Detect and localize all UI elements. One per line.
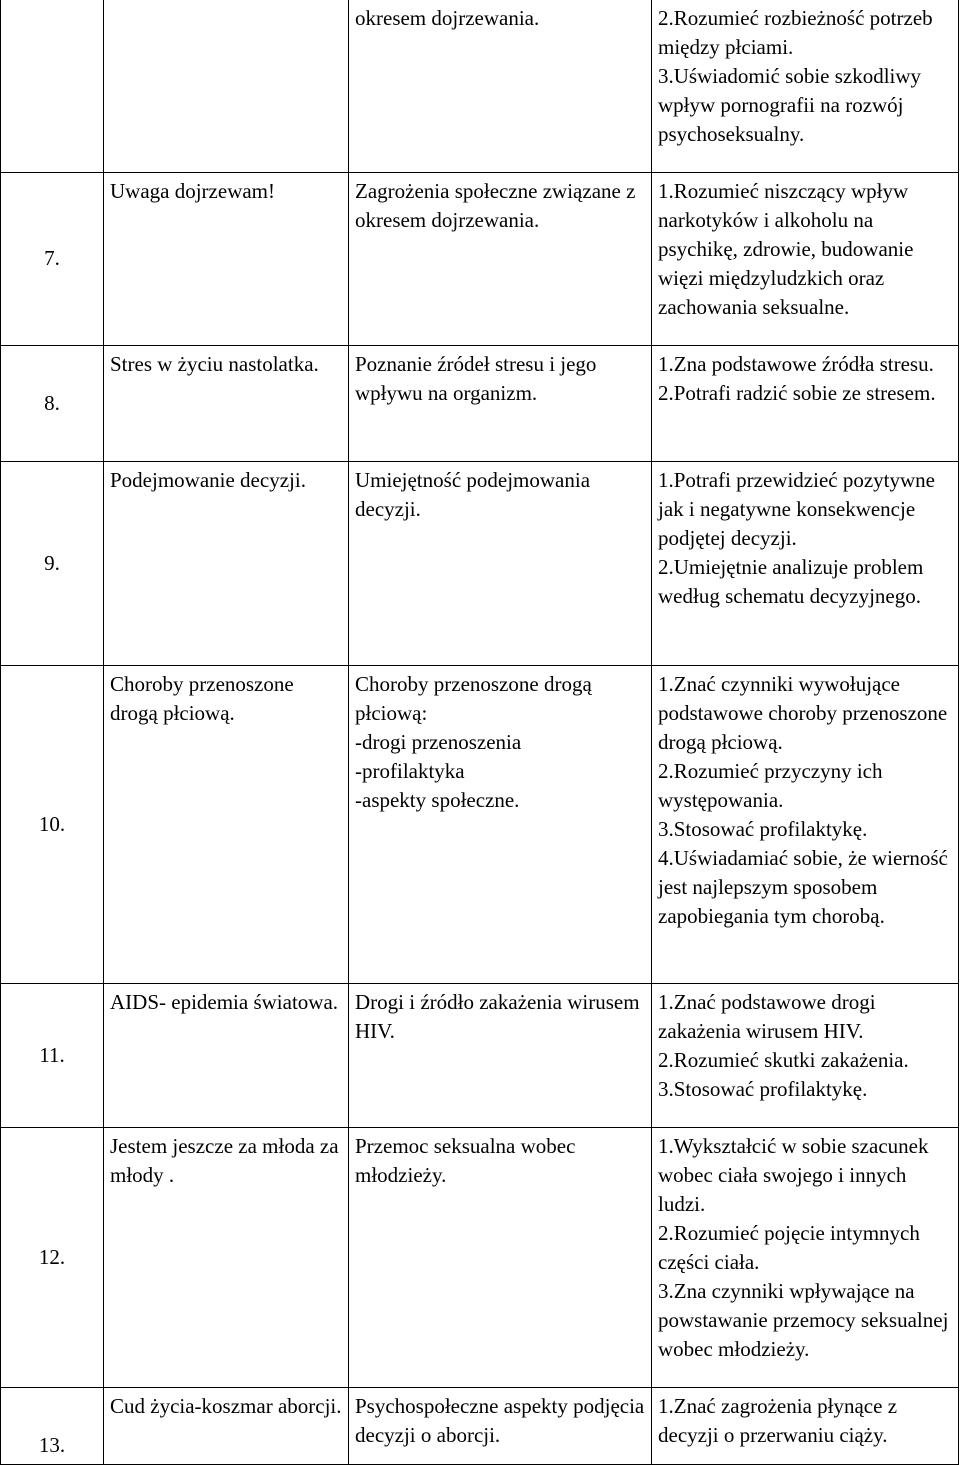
table-row bbox=[1, 1387, 959, 1464]
table-row bbox=[1, 983, 959, 1127]
lesson-number: 7. bbox=[1, 172, 104, 345]
lesson-number: 12. bbox=[1, 1127, 104, 1387]
table-row bbox=[1, 345, 959, 461]
lesson-goals-text: 1.Zna podstawowe źródła stresu. bbox=[658, 351, 934, 376]
lesson-content-text: -aspekty społeczne. bbox=[355, 787, 520, 812]
lesson-goals-text: 3.Stosować profilaktykę. bbox=[658, 816, 868, 841]
lesson-topic-cell bbox=[104, 1127, 349, 1387]
lesson-goals-text: 4.Uświadamiać sobie, że wierność jest najlepszym sposobem zapobiegania tym chorobą. bbox=[658, 845, 948, 928]
lesson-topic-cell bbox=[104, 665, 349, 983]
lesson-goals-text: 2.Rozumieć rozbieżność potrzeb między płciami. bbox=[658, 6, 933, 59]
lesson-goals-text: 3.Stosować profilaktykę. bbox=[658, 1076, 868, 1101]
lesson-content-text: Przemoc seksualna wobec młodzieży. bbox=[355, 1133, 576, 1187]
lesson-topic-cell bbox=[104, 345, 349, 461]
lesson-number: 13. bbox=[1, 1387, 104, 1464]
lesson-goals-text: 1.Znać podstawowe drogi zakażenia wirusem HIV. bbox=[658, 989, 876, 1043]
lesson-topic-text: Podejmowanie decyzji. bbox=[110, 467, 306, 492]
lesson-goals-text: 1.Znać zagrożenia płynące z decyzji o przerwaniu ciąży. bbox=[658, 1393, 898, 1447]
lesson-goals-cell bbox=[652, 1127, 959, 1387]
lesson-number: 8. bbox=[1, 345, 104, 461]
table-row bbox=[1, 172, 959, 345]
lesson-goals-cell bbox=[652, 1387, 959, 1464]
lesson-topic-text: Uwaga dojrzewam! bbox=[110, 178, 276, 203]
table-body bbox=[1, 0, 959, 1464]
lesson-content-cell bbox=[349, 0, 652, 172]
lesson-content-text: Drogi i źródło zakażenia wirusem HIV. bbox=[355, 989, 640, 1043]
lesson-topic-cell bbox=[104, 983, 349, 1127]
lesson-goals-text: 2.Rozumieć pojęcie intymnych części ciała. bbox=[658, 1220, 920, 1274]
table-row bbox=[1, 461, 959, 665]
table-row bbox=[1, 0, 959, 172]
lesson-goals-cell bbox=[652, 172, 959, 345]
lesson-content-cell bbox=[349, 345, 652, 461]
lesson-goals-text: 3.Uświadomić sobie szkodliwy wpływ pornografii na rozwój psychoseksualny. bbox=[658, 64, 922, 146]
lesson-topic-cell bbox=[104, 461, 349, 665]
lesson-content-text: -drogi przenoszenia bbox=[355, 729, 522, 754]
lesson-number: 11. bbox=[1, 983, 104, 1127]
lesson-topic-text: Stres w życiu nastolatka. bbox=[110, 351, 319, 376]
table-row bbox=[1, 1127, 959, 1387]
lesson-goals-cell bbox=[652, 345, 959, 461]
lesson-goals-text: 2.Umiejętnie analizuje problem według schematu decyzyjnego. bbox=[658, 554, 924, 608]
lesson-content-text: Poznanie źródeł stresu i jego wpływu na organizm. bbox=[355, 351, 597, 405]
lesson-content-text: Zagrożenia społeczne związane z okresem dojrzewania. bbox=[355, 178, 636, 232]
lesson-content-cell bbox=[349, 983, 652, 1127]
lesson-goals-text: 2.Rozumieć przyczyny ich występowania. bbox=[658, 758, 883, 812]
lesson-goals-cell bbox=[652, 983, 959, 1127]
lesson-goals-text: 1.Znać czynniki wywołujące podstawowe choroby przenoszone drogą płciową. bbox=[658, 671, 948, 754]
lesson-goals-text: 1.Potrafi przewidzieć pozytywne jak i negatywne konsekwencje podjętej decyzji. bbox=[658, 467, 935, 550]
lesson-goals-text: 1.Wykształcić w sobie szacunek wobec ciała swojego i innych ludzi. bbox=[658, 1133, 929, 1216]
lesson-content-text: -profilaktyka bbox=[355, 758, 465, 783]
lesson-number: 9. bbox=[1, 461, 104, 665]
lesson-content-cell bbox=[349, 172, 652, 345]
lesson-number bbox=[1, 0, 104, 172]
lesson-content-cell bbox=[349, 461, 652, 665]
lesson-content-text: Psychospołeczne aspekty podjęcia decyzji o aborcji. bbox=[355, 1393, 645, 1447]
lesson-goals-text: 3.Zna czynniki wpływające na powstawanie przemocy seksualnej wobec młodzieży. bbox=[658, 1278, 949, 1361]
lesson-goals-cell bbox=[652, 665, 959, 983]
lesson-goals-text: 2.Potrafi radzić sobie ze stresem. bbox=[658, 380, 936, 405]
lesson-topic-cell bbox=[104, 1387, 349, 1464]
lesson-goals-text: 1.Rozumieć niszczący wpływ narkotyków i alkoholu na psychikę, zdrowie, budowanie więzi międzyludzkich oraz zachowania seksualne. bbox=[658, 178, 914, 319]
lesson-topic-cell bbox=[104, 0, 349, 172]
lesson-content-text: Umiejętność podejmowania decyzji. bbox=[355, 467, 591, 521]
lesson-content-cell bbox=[349, 1127, 652, 1387]
lesson-topic-text: Choroby przenoszone drogą płciową. bbox=[110, 671, 294, 725]
lesson-goals-cell bbox=[652, 0, 959, 172]
lesson-topic-text: AIDS- epidemia światowa. bbox=[110, 989, 339, 1014]
lesson-topic-cell bbox=[104, 172, 349, 345]
table-row bbox=[1, 665, 959, 983]
lesson-content-text: okresem dojrzewania. bbox=[355, 6, 540, 30]
lesson-topic-text: Cud życia-koszmar aborcji. bbox=[110, 1393, 342, 1418]
lesson-goals-text: 2.Rozumieć skutki zakażenia. bbox=[658, 1047, 909, 1072]
lesson-number: 10. bbox=[1, 665, 104, 983]
lesson-content-cell bbox=[349, 665, 652, 983]
lesson-content-text: Choroby przenoszone drogą płciową: bbox=[355, 671, 592, 725]
lesson-content-cell bbox=[349, 1387, 652, 1464]
lesson-topic-text: Jestem jeszcze za młoda za młody . bbox=[110, 1133, 339, 1187]
lesson-goals-cell bbox=[652, 461, 959, 665]
